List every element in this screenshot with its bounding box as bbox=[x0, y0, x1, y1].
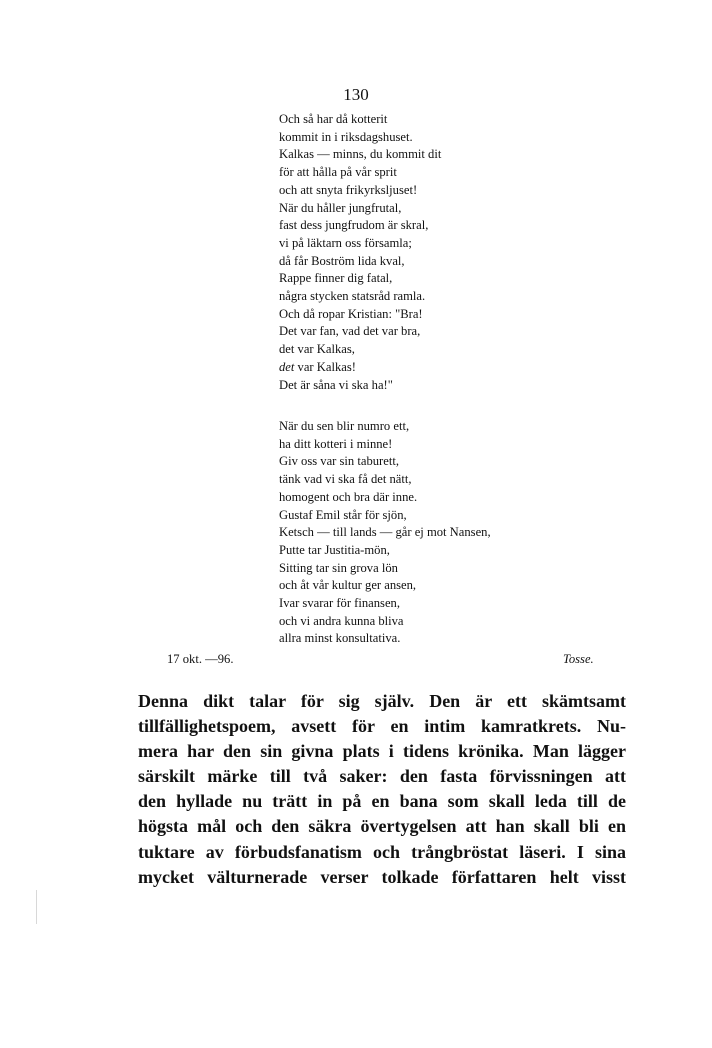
poem-line: Det var fan, vad det var bra, bbox=[279, 324, 421, 339]
poem-line: Och då ropar Kristian: "Bra! bbox=[279, 306, 423, 321]
poem-line: Gustaf Emil står för sjön, bbox=[279, 507, 407, 522]
poem-signature: Tosse. bbox=[563, 652, 594, 666]
paragraph-line: Denna dikt talar för sig själv. Den är ett skämtsamt bbox=[138, 691, 626, 711]
poem-line: tänk vad vi ska få det nätt, bbox=[279, 472, 412, 487]
scan-margin-mark bbox=[36, 890, 37, 924]
poem-date: 17 okt. —96. bbox=[167, 652, 234, 666]
poem-line: homogent och bra där inne. bbox=[279, 489, 418, 504]
paragraph-line: mera har den sin givna plats i tidens krönika. Man lägger bbox=[138, 741, 626, 762]
poem-line: Och så har då kotterit bbox=[279, 112, 388, 126]
poem-line: kommit in i riksdagshuset. bbox=[279, 129, 413, 144]
page-number: 130 bbox=[343, 85, 369, 104]
poem-line: När du håller jungfrutal, bbox=[279, 200, 402, 215]
poem-line: och vi andra kunna bliva bbox=[279, 613, 404, 628]
poem-line: Det är såna vi ska ha!" bbox=[279, 377, 393, 392]
paragraph-line: den hyllade nu trätt in på en bana som skall leda till de bbox=[138, 791, 626, 812]
poem-line: Giv oss var sin taburett, bbox=[279, 454, 399, 469]
poem-line: Ketsch — till lands — går ej mot Nansen, bbox=[279, 525, 491, 540]
poem-line: ha ditt kotteri i minne! bbox=[279, 436, 393, 451]
poem-line: och åt vår kultur ger ansen, bbox=[279, 578, 417, 593]
poem-line: Ivar svarar för finansen, bbox=[279, 596, 400, 611]
paragraph-line: högsta mål och den säkra övertygelsen att han skall bli en bbox=[138, 816, 626, 837]
poem-line: Kalkas — minns, du kommit dit bbox=[279, 147, 442, 162]
body-paragraph bbox=[138, 689, 626, 890]
emphasized-word: det bbox=[279, 359, 295, 374]
poem-stanza-1 bbox=[279, 111, 441, 394]
poem-line: då får Boström lida kval, bbox=[279, 253, 405, 268]
poem-line-emphasis bbox=[279, 359, 441, 377]
poem-line-rest: var Kalkas! bbox=[294, 359, 356, 374]
poem-line: allra minst konsultativa. bbox=[279, 631, 401, 646]
poem-line: och att snyta frikyrksljuset! bbox=[279, 182, 418, 197]
poem-line: fast dess jungfrudom är skral, bbox=[279, 218, 429, 233]
poem-line: det var Kalkas, bbox=[279, 342, 355, 357]
paragraph-line: tillfällighetspoem, avsett för en intim kamratkrets. Nu- bbox=[138, 716, 626, 737]
poem-line: Sitting tar sin grova lön bbox=[279, 560, 398, 575]
paragraph-line: tuktare av förbudsfanatism och trångbröstat läseri. I sina bbox=[138, 841, 626, 862]
poem-line: vi på läktarn oss församla; bbox=[279, 235, 412, 250]
poem-line: några stycken statsråd ramla. bbox=[279, 289, 426, 304]
poem-line: för att hålla på vår sprit bbox=[279, 165, 397, 180]
paragraph-line: mycket välturnerade verser tolkade författaren helt visst bbox=[138, 866, 626, 887]
paragraph-line: särskilt märke till två saker: den fasta förvissningen att bbox=[138, 766, 626, 787]
poem-line: Putte tar Justitia-mön, bbox=[279, 542, 390, 557]
poem-line: Rappe finner dig fatal, bbox=[279, 271, 393, 286]
poem-line: När du sen blir numro ett, bbox=[279, 419, 410, 433]
poem-stanza-2 bbox=[279, 418, 491, 648]
